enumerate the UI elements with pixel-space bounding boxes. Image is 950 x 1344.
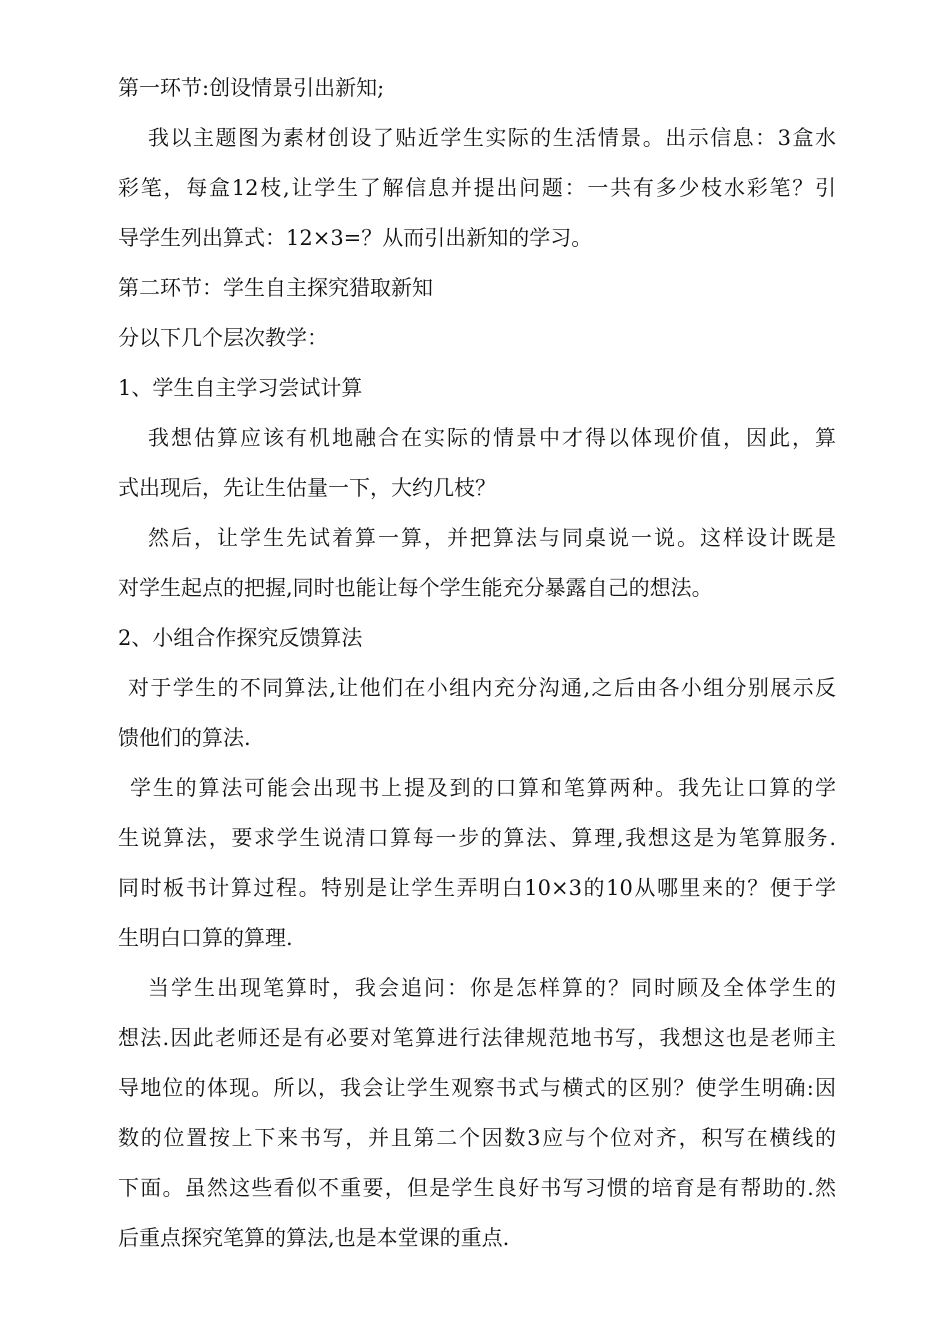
paragraph-line: 导学生列出算式：12×3=？从而引出新知的学习。 bbox=[118, 226, 593, 250]
paragraph-line: 然后，让学生先试着算一算，并把算法与同桌说一说。这样设计既是 bbox=[148, 526, 836, 550]
paragraph-line: 同时板书计算过程。特别是让学生弄明白10×3的10从哪里来的？便于学 bbox=[118, 876, 836, 900]
paragraph-line: 馈他们的算法. bbox=[118, 726, 251, 750]
paragraph-line: 我以主题图为素材创设了贴近学生实际的生活情景。出示信息：3盒水 bbox=[148, 126, 836, 150]
paragraph-line: 分以下几个层次教学： bbox=[118, 326, 328, 350]
paragraph-line: 对学生起点的把握,同时也能让每个学生能充分暴露自己的想法。 bbox=[118, 576, 713, 600]
paragraph-line: 学生的算法可能会出现书上提及到的口算和笔算两种。我先让口算的学 bbox=[130, 776, 836, 800]
paragraph-line: 生明白口算的算理. bbox=[118, 926, 293, 950]
paragraph-line: 数的位置按上下来书写，并且第二个因数3应与个位对齐，积写在横线的 bbox=[118, 1126, 836, 1150]
paragraph-line: 想法.因此老师还是有必要对笔算进行法律规范地书写，我想这也是老师主 bbox=[118, 1026, 836, 1050]
paragraph-line: 对于学生的不同算法,让他们在小组内充分沟通,之后由各小组分别展示反 bbox=[128, 676, 836, 700]
paragraph-line: 导地位的体现。所以，我会让学生观察书式与横式的区别？使学生明确:因 bbox=[118, 1076, 836, 1100]
paragraph-line: 生说算法，要求学生说清口算每一步的算法、算理,我想这是为笔算服务. bbox=[118, 826, 836, 850]
subsection-heading: 1、学生自主学习尝试计算 bbox=[118, 376, 363, 400]
subsection-heading: 2、小组合作探究反馈算法 bbox=[118, 626, 363, 650]
section-heading: 第一环节:创设情景引出新知; bbox=[118, 76, 385, 100]
section-heading: 第二环节：学生自主探究猎取新知 bbox=[118, 276, 433, 300]
paragraph-line: 下面。虽然这些看似不重要，但是学生良好书写习惯的培育是有帮助的.然 bbox=[118, 1176, 836, 1200]
paragraph-line: 式出现后，先让生估量一下，大约几枝？ bbox=[118, 476, 496, 500]
paragraph-line: 后重点探究笔算的算法,也是本堂课的重点. bbox=[118, 1226, 510, 1250]
paragraph-line: 彩笔，每盒12枝,让学生了解信息并提出问题：一共有多少枝水彩笔？引 bbox=[118, 176, 836, 200]
paragraph-line: 我想估算应该有机地融合在实际的情景中才得以体现价值，因此，算 bbox=[148, 426, 836, 450]
paragraph-line: 当学生出现笔算时，我会追问：你是怎样算的？同时顾及全体学生的 bbox=[148, 976, 836, 1000]
